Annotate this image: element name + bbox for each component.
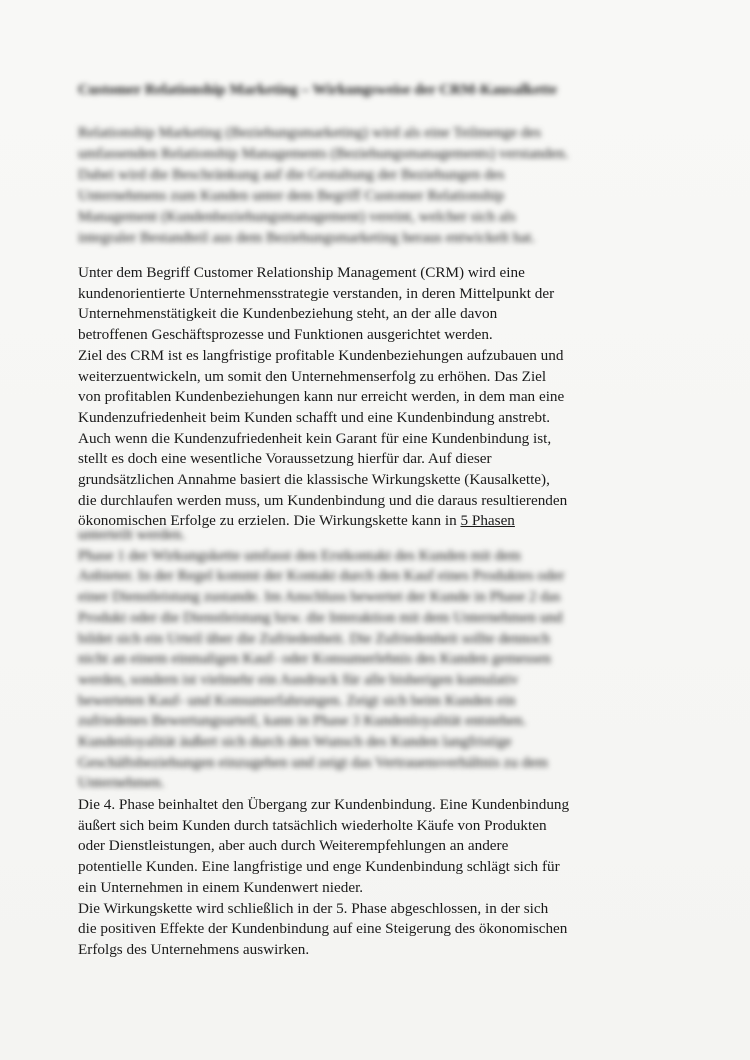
phase4-line: Die Wirkungskette wird schließlich in der 5. Phase abgeschlossen, in der sich [78, 899, 549, 917]
phase4-line: Die 4. Phase beinhaltet den Übergang zur Kundenbindung. Eine Kundenbindung [78, 796, 570, 813]
crm-line: weiterzuentwickeln, um somit den Unternehmenserfolg zu erhöhen. Das Ziel [78, 367, 547, 385]
intro-line: umfassenden Relationship Managements (Beziehungsmanagements) verstanden. [78, 145, 569, 162]
phase-1-3-paragraph [78, 525, 678, 794]
crm-last-line-text: ökonomischen Erfolge zu erzielen. Die Wirkungskette kann in [78, 512, 461, 530]
document-title: Customer Relationship Marketing – Wirkungsweise der CRM-Kausalkette [78, 82, 557, 98]
phase-line: Anbieter. In der Regel kommt der Kontakt durch den Kauf eines Produktes oder [78, 567, 565, 585]
crm-line: grundsätzlichen Annahme basiert die klassische Wirkungskette (Kausalkette), [78, 471, 550, 489]
phase4-line: äußert sich beim Kunden durch tatsächlich wiederholte Käufe von Produkten [78, 816, 547, 834]
crm-line: Ziel des CRM ist es langfristige profitable Kundenbeziehungen aufzubauen und [78, 346, 564, 364]
phase-line: bewerteten Kauf- und Konsumerfahrungen. Zeigt sich beim Kunden ein [78, 691, 516, 709]
phase4-line: Erfolgs des Unternehmens auswirken. [78, 940, 310, 958]
phase-line: einer Dienstleistung zustande. Im Anschluss bewertet der Kunde in Phase 2 das [78, 588, 561, 606]
phase-line: werden, sondern ist vielmehr ein Ausdruck für alle bisherigen kumulativ [78, 670, 519, 688]
phase-line: Produkt oder die Dienstleistung bzw. die Interaktion mit dem Unternehmen und [78, 608, 563, 626]
intro-line: Management (Kundenbeziehungsmanagement) vereint, welcher sich als [78, 208, 516, 225]
crm-line: stellt es doch eine wesentliche Voraussetzung hierfür dar. Auf dieser [78, 450, 492, 468]
phase-line: Unternehmen. [78, 774, 165, 792]
phase-line: Geschäftsbeziehungen einzugehen und zeigt das Vertrauensverhältnis zu dem [78, 753, 548, 771]
intro-line: Relationship Marketing (Beziehungsmarketing) wird als eine Teilmenge des [78, 124, 542, 141]
crm-line: die durchlaufen werden muss, um Kundenbindung und die daraus resultierenden [78, 491, 568, 509]
crm-line: Auch wenn die Kundenzufriedenheit kein Garant für eine Kundenbindung ist, [78, 429, 552, 447]
phase-line: unterteilt werden. [78, 526, 186, 543]
phase-line: zufriedenes Bewertungsurteil, kann in Phase 3 Kundenloyalität entstehen. [78, 712, 527, 730]
phase-4-5-paragraph [78, 795, 678, 961]
phase-line: Phase 1 der Wirkungskette umfasst den Erstkontakt des Kunden mit dem [78, 546, 521, 564]
phase4-line: die positiven Effekte der Kundenbindung auf eine Steigerung des ökonomischen [78, 920, 568, 938]
crm-paragraph [78, 263, 678, 532]
crm-line: betroffenen Geschäftsprozesse und Funktionen ausgerichtet werden. [78, 326, 493, 344]
crm-line: kundenorientierte Unternehmensstrategie verstanden, in deren Mittelpunkt der [78, 284, 555, 302]
phase4-line: potentielle Kunden. Eine langfristige und enge Kundenbindung schlägt sich für [78, 858, 560, 876]
intro-line: Dabei wird die Beschränkung auf die Gestaltung der Beziehungen des [78, 166, 505, 183]
intro-line: Unternehmens zum Kunden unter dem Begriff Customer Relationship [78, 187, 505, 204]
crm-line: Unter dem Begriff Customer Relationship Management (CRM) wird eine [78, 264, 525, 281]
phase-line: nicht an einem einmaligen Kauf- oder Konsumerlebnis des Kunden gemessen [78, 650, 551, 668]
intro-line: integraler Bestandteil aus dem Beziehungsmarketing heraus entwickelt hat. [78, 229, 536, 246]
phase4-line: oder Dienstleistungen, aber auch durch Weiterempfehlungen an andere [78, 837, 509, 855]
phase4-line: ein Unternehmen in einem Kundenwert nieder. [78, 878, 364, 896]
phase-line: bildet sich ein Urteil über die Zufriedenheit. Die Zufriedenheit sollte dennoch [78, 629, 550, 647]
intro-paragraph [78, 122, 678, 248]
crm-line: Unternehmenstätigkeit die Kundenbeziehung steht, an der alle davon [78, 305, 498, 323]
crm-line: von profitablen Kundenbeziehungen kann nur erreicht werden, in dem man eine [78, 388, 565, 406]
crm-line: Kundenzufriedenheit beim Kunden schafft und eine Kundenbindung anstrebt. [78, 408, 551, 426]
five-phases-link[interactable]: 5 Phasen [460, 512, 515, 530]
phase-line: Kundenloyalität äußert sich durch den Wunsch des Kunden langfristige [78, 733, 512, 751]
